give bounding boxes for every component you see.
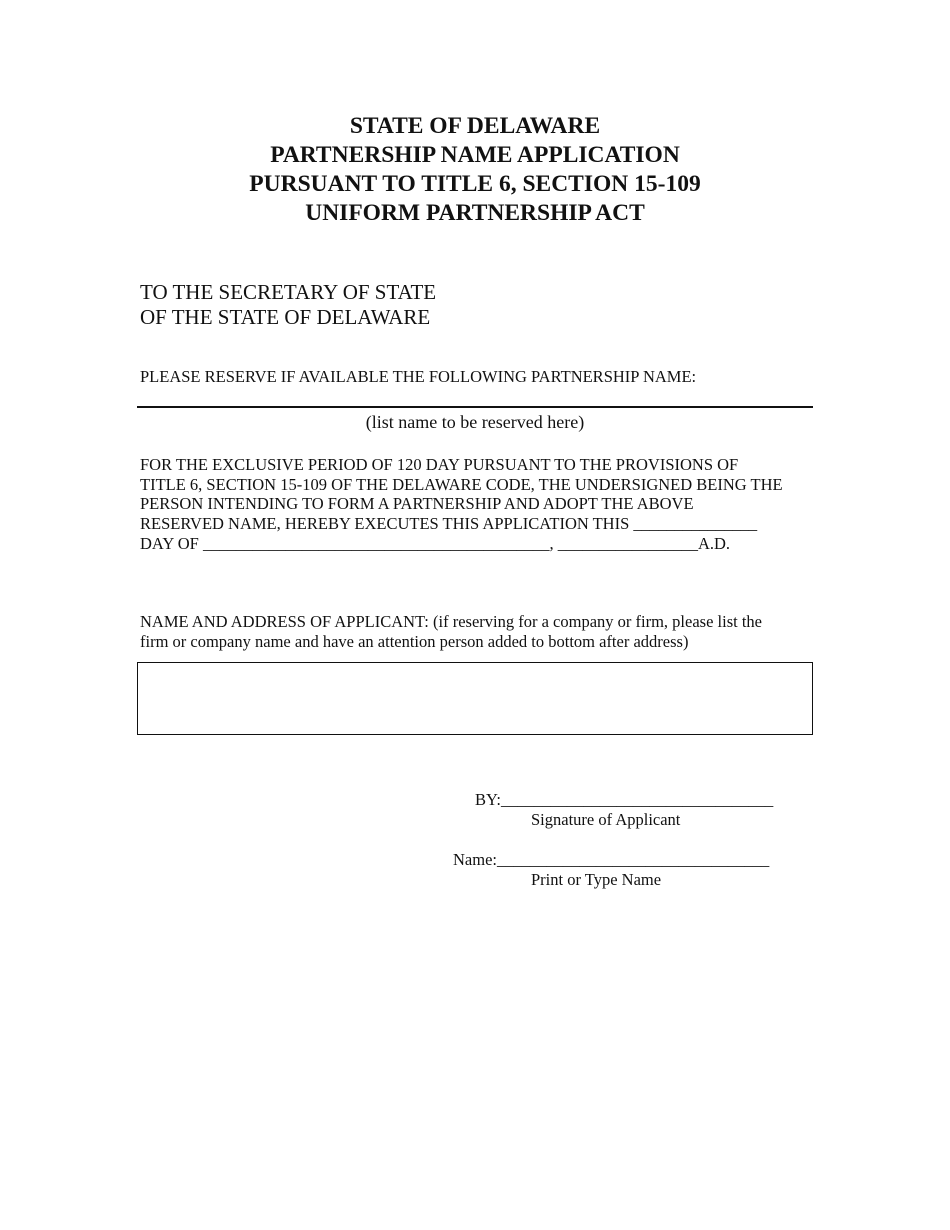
reservation-period-paragraph (140, 455, 830, 554)
printed-name-field[interactable]: Name:_________________________________ (453, 850, 770, 869)
paragraph-line-day-field[interactable]: RESERVED NAME, HEREBY EXECUTES THIS APPLICATION THIS _______________ (140, 514, 758, 534)
form-title (0, 112, 950, 228)
reserve-request-label: PLEASE RESERVE IF AVAILABLE THE FOLLOWING PARTNERSHIP NAME: (140, 367, 697, 386)
applicant-label-line-2: firm or company name and have an attention person added to bottom after address) (140, 631, 689, 651)
paragraph-line: FOR THE EXCLUSIVE PERIOD OF 120 DAY PURSUANT TO THE PROVISIONS OF (140, 455, 739, 474)
applicant-label (140, 612, 820, 651)
addressee-line-1: TO THE SECRETARY OF STATE (140, 280, 437, 304)
partnership-name-hint: (list name to be reserved here) (365, 412, 585, 432)
paragraph-line-date-field[interactable]: DAY OF __________________________________________, _________________A.D. (140, 533, 731, 553)
applicant-label-line-1: NAME AND ADDRESS OF APPLICANT: (if reserving for a company or firm, please list the (140, 612, 762, 631)
paragraph-line: PERSON INTENDING TO FORM A PARTNERSHIP AND ADOPT THE ABOVE (140, 494, 694, 514)
paragraph-line: TITLE 6, SECTION 15-109 OF THE DELAWARE CODE, THE UNDERSIGNED BEING THE (140, 474, 783, 494)
signature-caption: Signature of Applicant (531, 810, 681, 829)
addressee-line-2: OF THE STATE OF DELAWARE (140, 305, 431, 329)
signature-field[interactable]: BY:_________________________________ (475, 790, 774, 809)
partnership-name-field[interactable] (137, 406, 813, 408)
title-line-act: UNIFORM PARTNERSHIP ACT (305, 200, 645, 226)
addressee-block (140, 280, 436, 330)
title-line-pursuant: PURSUANT TO TITLE 6, SECTION 15-109 (249, 171, 701, 197)
title-line-state: STATE OF DELAWARE (349, 113, 601, 139)
applicant-address-box[interactable] (137, 662, 813, 735)
title-line-application: PARTNERSHIP NAME APPLICATION (270, 142, 680, 168)
printed-name-caption: Print or Type Name (531, 870, 662, 889)
